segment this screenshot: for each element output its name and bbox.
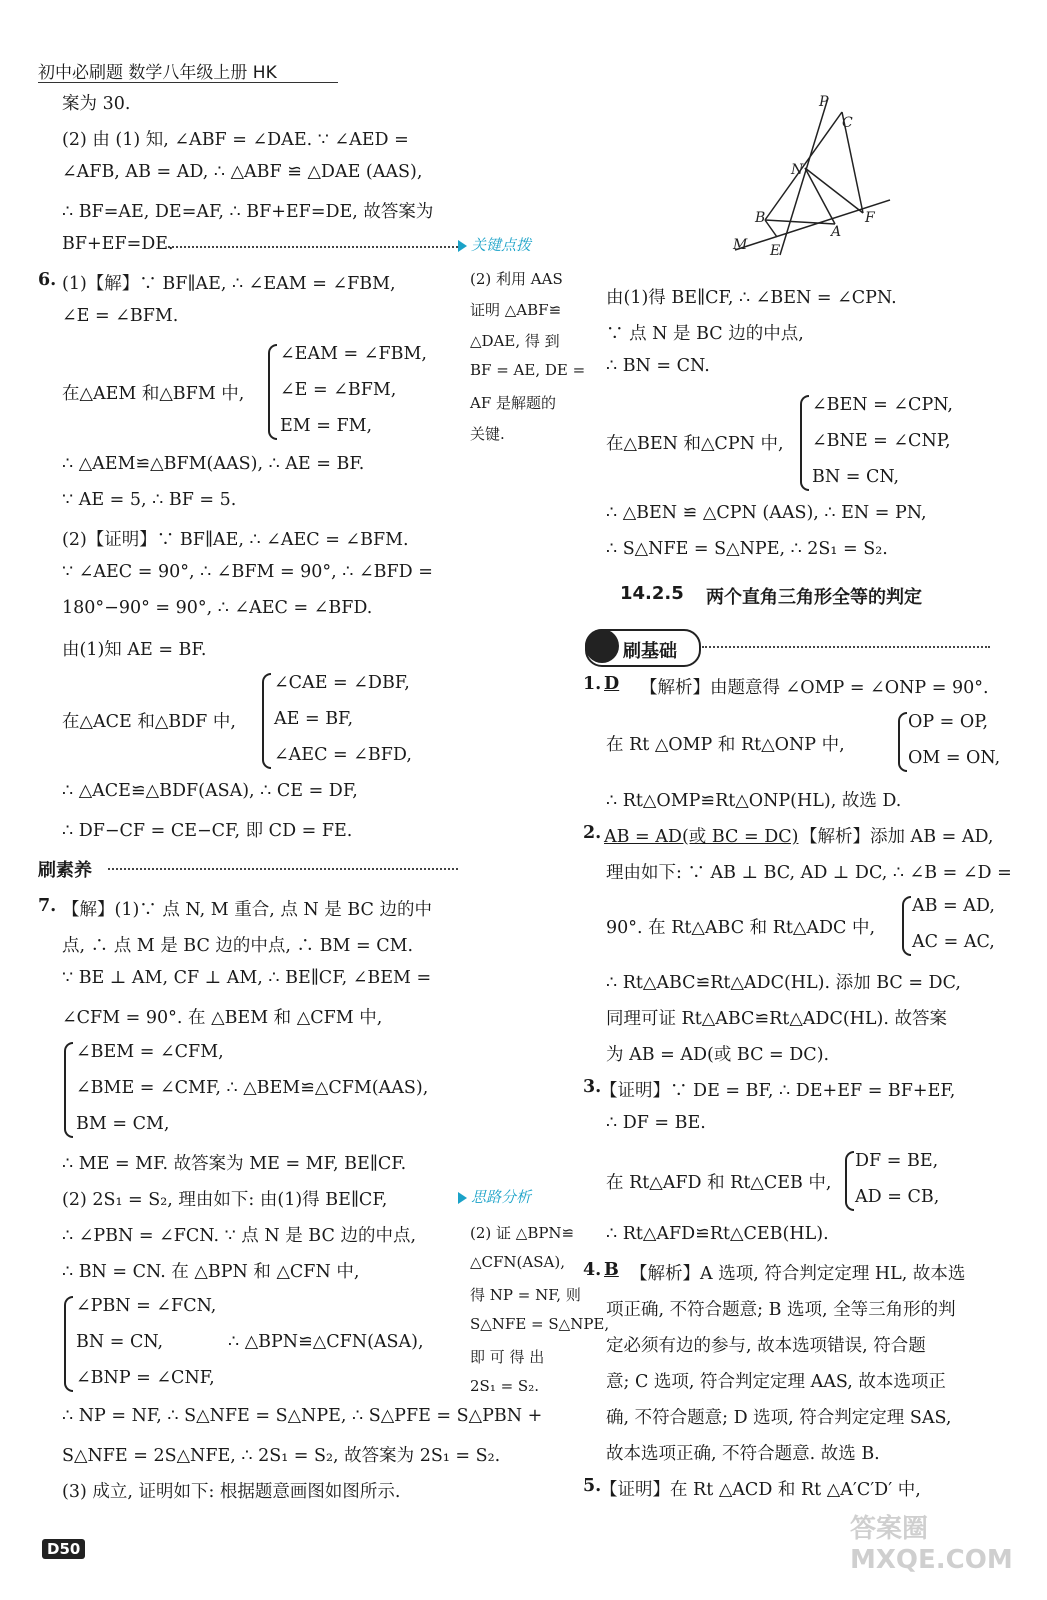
answer-choice: B bbox=[604, 1260, 619, 1280]
text-line: ∵ BE ⊥ AM, CF ⊥ AM, ∴ BE∥CF, ∠BEM = bbox=[62, 968, 432, 988]
text-line: ∠AFB, AB = AD, ∴ △ABF ≌ △DAE (AAS), bbox=[62, 162, 423, 182]
text-line: ∠CFM = 90°. 在 △BEM 和 △CFM 中, bbox=[62, 1008, 383, 1028]
system-line: AB = AD, bbox=[912, 896, 995, 916]
watermark: 答案圈 MXQE.COM bbox=[850, 1514, 1013, 1575]
label-C: C bbox=[842, 115, 853, 131]
section-label: 刷素养 bbox=[38, 860, 92, 881]
text-line: ∵ AE = 5, ∴ BF = 5. bbox=[62, 490, 237, 510]
practice-badge bbox=[585, 629, 701, 667]
system-line: DF = BE, bbox=[855, 1151, 939, 1171]
label-P: P bbox=[819, 94, 829, 110]
section-number: 14.2.5 bbox=[620, 583, 684, 604]
line-CB bbox=[765, 112, 842, 220]
text-line: ∴ BN = CN. bbox=[606, 356, 710, 376]
system-brace bbox=[800, 395, 809, 491]
text-line: (1)【解】∵ BF∥AE, ∴ ∠EAM = ∠FBM, bbox=[62, 274, 396, 294]
text-line: ∴ ∠PBN = ∠FCN. ∵ 点 N 是 BC 边的中点, bbox=[62, 1226, 417, 1246]
text-line: 在△ACE 和△BDF 中, bbox=[62, 712, 236, 732]
system-line: ∠PBN = ∠FCN, bbox=[76, 1296, 217, 1316]
text-line: ∴ NP = NF, ∴ S△NFE = S△NPE, ∴ S△PFE = S△PBN + bbox=[62, 1406, 543, 1426]
label-B: B bbox=[755, 210, 766, 226]
text-line: 确, 不符合题意; D 选项, 符合判定定理 SAS, bbox=[606, 1408, 952, 1428]
system-line: ∠CAE = ∠DBF, bbox=[274, 673, 410, 693]
question-number: 6. bbox=[38, 270, 57, 290]
dotted-leader bbox=[702, 646, 990, 648]
system-brace bbox=[64, 1042, 73, 1138]
text-line: 【解】(1)∵ 点 N, M 重合, 点 N 是 BC 边的中 bbox=[62, 900, 432, 920]
system-line: ∠BEN = ∠CPN, bbox=[812, 395, 953, 415]
text-line: (2)【证明】∵ BF∥AE, ∴ ∠AEC = ∠BFM. bbox=[62, 530, 409, 550]
answer-choice: D bbox=[604, 674, 620, 694]
text-line: 在△AEM 和△BFM 中, bbox=[62, 384, 245, 404]
text-line: ∴ Rt△OMP≌Rt△ONP(HL), 故选 D. bbox=[606, 791, 902, 811]
text-line: ∴ △BEN ≌ △CPN (AAS), ∴ EN = PN, bbox=[606, 503, 927, 523]
side-note-line: 得 NP = NF, 则 bbox=[470, 1286, 581, 1304]
text-line: 由(1)知 AE = BF. bbox=[62, 640, 207, 660]
text-line: ∴ DF = BE. bbox=[606, 1113, 706, 1133]
text-line: 意; C 选项, 符合判定定理 AAS, 故本选项正 bbox=[606, 1372, 946, 1392]
line-BE bbox=[765, 220, 777, 237]
text-line: (2) 2S₁ = S₂, 理由如下: 由(1)得 BE∥CF, bbox=[62, 1190, 388, 1210]
system-brace bbox=[845, 1151, 854, 1211]
side-note-line: △DAE, 得 到 bbox=[470, 332, 560, 350]
label-F: F bbox=[865, 210, 875, 226]
text-line: 【解析】由题意得 ∠OMP = ∠ONP = 90°. bbox=[640, 678, 989, 698]
text-line: ∴ △AEM≌△BFM(AAS), ∴ AE = BF. bbox=[62, 454, 365, 474]
system-line: AD = CB, bbox=[855, 1187, 940, 1207]
text-line: 故本选项正确, 不符合题意. 故选 B. bbox=[606, 1444, 880, 1464]
side-note-line: 证明 △ABF≌ bbox=[470, 301, 562, 319]
side-note-line: BF = AE, DE = bbox=[470, 361, 586, 379]
label-E: E bbox=[770, 243, 781, 259]
text-line: ∴ Rt△AFD≌Rt△CEB(HL). bbox=[606, 1224, 829, 1244]
system-line: BM = CM, bbox=[76, 1114, 170, 1134]
text-line: 定必须有边的参与, 故本选项错误, 符合题 bbox=[606, 1336, 926, 1356]
side-note-line: 关键. bbox=[470, 425, 505, 443]
question-number: 5. bbox=[583, 1476, 602, 1496]
text-line: 同理可证 Rt△ABC≌Rt△ADC(HL). 故答案 bbox=[606, 1009, 947, 1029]
system-line: ∴ △BPN≌△CFN(ASA), bbox=[228, 1332, 424, 1352]
system-brace bbox=[262, 673, 271, 769]
text-line: (3) 成立, 证明如下: 根据题意画图如图所示. bbox=[62, 1482, 401, 1502]
text-line: 【解析】添加 AB = AD, bbox=[800, 827, 994, 847]
text-line: ∵ ∠AEC = 90°, ∴ ∠BFM = 90°, ∴ ∠BFD = bbox=[62, 562, 433, 582]
side-note-line: 2S₁ = S₂. bbox=[470, 1377, 539, 1395]
question-number: 7. bbox=[38, 896, 57, 916]
system-brace bbox=[898, 712, 907, 772]
text-line: ∴ BN = CN. 在 △BPN 和 △CFN 中, bbox=[62, 1262, 360, 1282]
text-line: 在 Rt △OMP 和 Rt△ONP 中, bbox=[606, 735, 845, 755]
text-line: 点, ∴ 点 M 是 BC 边的中点, ∴ BM = CM. bbox=[62, 936, 414, 956]
text-line: 案为 30. bbox=[62, 94, 131, 114]
answer-fill: AB = AD(或 BC = DC) bbox=[604, 827, 799, 847]
text-line: S△NFE = 2S△NFE, ∴ 2S₁ = S₂, 故答案为 2S₁ = S₂. bbox=[62, 1446, 501, 1466]
system-line: ∠AEC = ∠BFD, bbox=[274, 745, 412, 765]
side-note-line: AF 是解题的 bbox=[470, 394, 557, 412]
section-title: 两个直角三角形全等的判定 bbox=[706, 587, 922, 608]
side-note-line: (2) 利用 AAS bbox=[470, 270, 563, 288]
key-point-tag: 关键点拨 bbox=[458, 234, 531, 255]
line-NA bbox=[805, 168, 835, 224]
system-line: ∠BME = ∠CMF, ∴ △BEM≌△CFM(AAS), bbox=[76, 1078, 429, 1098]
text-line: ∠E = ∠BFM. bbox=[62, 306, 179, 326]
text-line: ∴ Rt△ABC≌Rt△ADC(HL). 添加 BC = DC, bbox=[606, 973, 961, 993]
system-line: OP = OP, bbox=[908, 712, 989, 732]
text-line: 由(1)得 BE∥CF, ∴ ∠BEN = ∠CPN. bbox=[606, 288, 897, 308]
dotted-leader bbox=[168, 246, 458, 248]
side-note-line: △CFN(ASA), bbox=[470, 1253, 565, 1271]
label-M: M bbox=[733, 237, 748, 253]
text-line: BF+EF=DE. bbox=[62, 234, 174, 254]
question-number: 2. bbox=[583, 823, 602, 843]
system-line: BN = CN, bbox=[76, 1332, 164, 1352]
question-number: 4. bbox=[583, 1260, 602, 1280]
side-note-line: S△NFE = S△NPE, bbox=[470, 1315, 610, 1333]
label-N: N bbox=[791, 162, 804, 178]
side-note-line: (2) 证 △BPN≌ bbox=[470, 1224, 575, 1242]
system-line: AC = AC, bbox=[912, 932, 995, 952]
system-line: ∠BEM = ∠CFM, bbox=[76, 1042, 224, 1062]
text-line: 在△BEN 和△CPN 中, bbox=[606, 434, 784, 454]
dotted-leader bbox=[108, 868, 458, 870]
system-brace bbox=[64, 1296, 73, 1392]
text-line: 在 Rt△AFD 和 Rt△CEB 中, bbox=[606, 1173, 832, 1193]
question-number: 3. bbox=[583, 1077, 602, 1097]
text-line: ∴ DF−CF = CE−CF, 即 CD = FE. bbox=[62, 821, 353, 841]
question-number: 1. bbox=[583, 674, 602, 694]
text-line: 180°−90° = 90°, ∴ ∠AEC = ∠BFD. bbox=[62, 598, 373, 618]
text-line: ∵ 点 N 是 BC 边的中点, bbox=[606, 324, 804, 344]
header-rule bbox=[38, 82, 338, 83]
text-line: ∴ ME = MF. 故答案为 ME = MF, BE∥CF. bbox=[62, 1154, 407, 1174]
idea-analysis-tag: 思路分析 bbox=[458, 1186, 531, 1207]
text-line: 【证明】∵ DE = BF, ∴ DE+EF = BF+EF, bbox=[600, 1081, 956, 1101]
system-line: ∠EAM = ∠FBM, bbox=[280, 344, 427, 364]
side-note-line: 即 可 得 出 bbox=[470, 1348, 545, 1366]
system-brace bbox=[268, 344, 277, 440]
text-line: 【解析】A 选项, 符合判定定理 HL, 故本选 bbox=[630, 1264, 966, 1284]
badge-label: 刷基础 bbox=[623, 641, 677, 662]
text-line: (2) 由 (1) 知, ∠ABF = ∠DAE. ∵ ∠AED = bbox=[62, 130, 409, 150]
system-line: BN = CN, bbox=[812, 467, 900, 487]
badge-icon bbox=[585, 629, 619, 663]
text-line: ∴ S△NFE = S△NPE, ∴ 2S₁ = S₂. bbox=[606, 539, 888, 559]
system-line: EM = FM, bbox=[280, 416, 373, 436]
line-PE bbox=[780, 98, 828, 255]
system-brace bbox=[902, 896, 911, 956]
text-line: 为 AB = AD(或 BC = DC). bbox=[606, 1045, 830, 1065]
text-line: ∴ BF=AE, DE=AF, ∴ BF+EF=DE, 故答案为 bbox=[62, 202, 434, 222]
text-line: 90°. 在 Rt△ABC 和 Rt△ADC 中, bbox=[606, 918, 876, 938]
system-line: OM = ON, bbox=[908, 748, 1001, 768]
system-line: ∠BNP = ∠CNF, bbox=[76, 1368, 215, 1388]
geometry-figure bbox=[725, 90, 895, 265]
text-line: 项正确, 不符合题意; B 选项, 全等三角形的判 bbox=[606, 1300, 956, 1320]
page-header: 初中必刷题 数学八年级上册 HK bbox=[38, 63, 277, 83]
text-line: ∴ △ACE≌△BDF(ASA), ∴ CE = DF, bbox=[62, 781, 358, 801]
page-number: D50 bbox=[42, 1539, 85, 1559]
text-line: 【证明】在 Rt △ACD 和 Rt △A′C′D′ 中, bbox=[600, 1480, 921, 1500]
text-line: 理由如下: ∵ AB ⊥ BC, AD ⊥ DC, ∴ ∠B = ∠D = bbox=[606, 863, 1012, 883]
label-A: A bbox=[831, 224, 842, 240]
system-line: ∠BNE = ∠CNP, bbox=[812, 431, 951, 451]
system-line: ∠E = ∠BFM, bbox=[280, 380, 397, 400]
system-line: AE = BF, bbox=[274, 709, 354, 729]
